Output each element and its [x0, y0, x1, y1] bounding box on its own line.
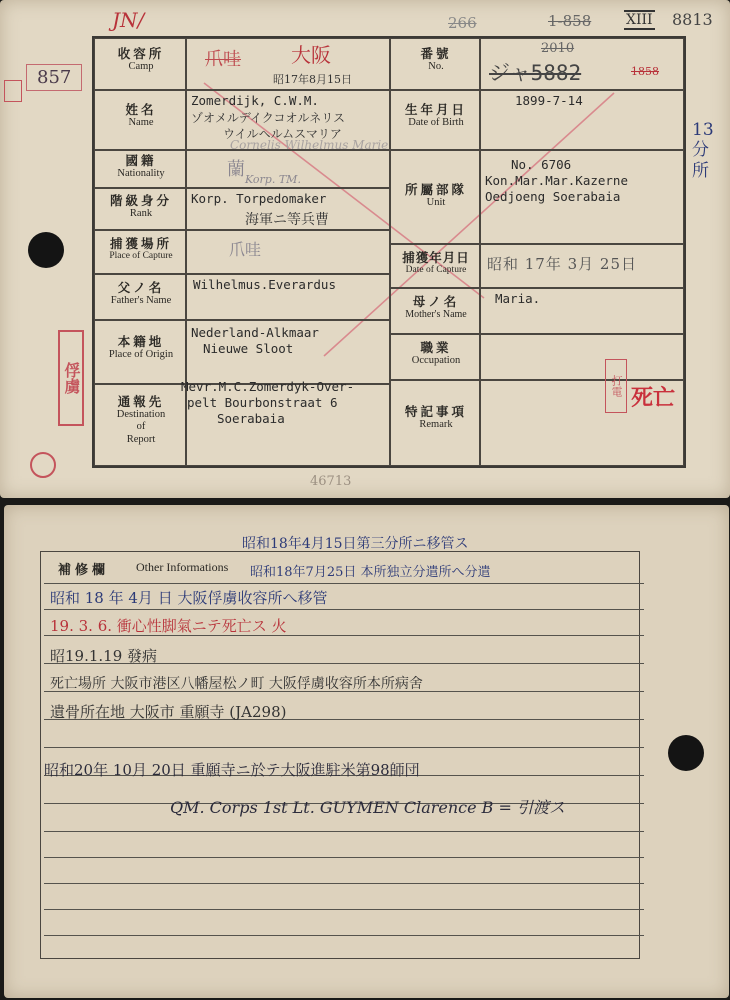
number-label-en: No.	[428, 61, 444, 73]
father-label-cell	[94, 274, 186, 320]
origin-label-en: Place of Origin	[108, 349, 174, 361]
dob-value-cell	[480, 90, 684, 150]
date-capture-value-cell	[480, 244, 684, 288]
rule-line	[44, 831, 644, 832]
occupation-label-en: Occupation	[411, 355, 461, 367]
unit-label-ja: 所屬部隊	[404, 182, 467, 197]
number-struck-1: 2010	[541, 41, 575, 56]
other-info-label-en: Other Informations	[136, 560, 229, 574]
info-entry-4: 昭19.1.19 發病	[50, 647, 158, 665]
dob-value: 1899-7-14	[515, 93, 583, 108]
name-katakana-1: ゾオメルデイクコオルネリス	[191, 111, 345, 125]
name-label-cell	[94, 90, 186, 150]
date-capture-label-en: Date of Capture	[405, 265, 467, 276]
unit-value-2: Kon.Mar.Mar.Kazerne	[485, 173, 628, 188]
rule-line	[44, 857, 644, 858]
name-label-en: Name	[128, 117, 154, 129]
other-info-label-ja: 補修欄	[58, 563, 110, 578]
other-info-box	[40, 551, 640, 959]
rule-line	[44, 883, 644, 884]
place-capture-label-ja: 捕獲場所	[109, 236, 172, 251]
date-capture-value: 昭和 17年 3月 25日	[487, 255, 638, 273]
remark-label-ja: 特記事項	[404, 404, 467, 419]
name-value: Zomerdijk, C.W.M.	[191, 93, 319, 108]
death-stamp: 死亡	[630, 385, 675, 411]
father-value-cell	[186, 274, 390, 320]
rule-line	[44, 935, 644, 936]
dob-label-cell	[390, 90, 480, 150]
rule-line	[44, 747, 644, 748]
place-capture-label-en: Place of Capture	[109, 251, 173, 262]
number-value-cell	[480, 38, 684, 90]
name-label-ja: 姓名	[125, 102, 157, 117]
destination-label-cell	[94, 384, 186, 466]
occupation-value-cell	[480, 334, 684, 380]
unit-label-en: Unit	[426, 197, 446, 209]
camp-value-cell	[186, 38, 390, 90]
rule-line	[44, 583, 644, 584]
code-number-top-right: 1-858	[548, 12, 592, 30]
place-capture-label-cell	[94, 230, 186, 274]
place-capture-value: 爪哇	[229, 240, 262, 259]
unit-value-3: Oedjoeng Soerabaia	[485, 189, 621, 204]
pow-record-card-front	[0, 0, 730, 498]
camp-label-en: Camp	[128, 61, 154, 73]
branch-camp-mark: 13 分所	[692, 120, 714, 181]
mother-label-ja: 母ノ名	[412, 294, 460, 309]
mother-value: Maria.	[495, 291, 541, 306]
rank-label-ja: 階級身分	[109, 193, 172, 208]
father-label-ja: 父ノ名	[117, 280, 165, 295]
punch-hole-left	[28, 232, 64, 268]
mother-value-cell	[480, 288, 684, 334]
destination-label-en-2: of	[136, 421, 146, 433]
nationality-label-ja: 國籍	[125, 153, 157, 168]
rule-line	[44, 909, 644, 910]
nationality-value: 蘭	[227, 159, 245, 180]
rank-label-en: Rank	[129, 208, 153, 220]
origin-label-cell	[94, 320, 186, 384]
roman-numeral-mark: XIII	[626, 12, 653, 28]
origin-value-2: Nieuwe Sloot	[203, 341, 294, 356]
rank-value-ja: 海軍ニ等兵曹	[245, 212, 329, 228]
rank-value-cell	[186, 188, 390, 230]
record-grid	[92, 36, 686, 468]
number-struck-2: ジャ5882	[489, 61, 582, 85]
info-entry-3: 19. 3. 6. 衝心性脚氣ニテ死亡ス 火	[50, 617, 287, 635]
dob-label-en: Date of Birth	[408, 117, 464, 129]
camp-label-cell	[94, 38, 186, 90]
unit-value-cell	[480, 150, 684, 244]
number-label-ja: 番號	[420, 46, 452, 61]
info-entry-5: 死亡場所 大阪市港区八幡屋松ノ町 大阪俘虜收容所本所病舍	[50, 676, 423, 692]
destination-value-2: pelt Bourbonstraat 6	[187, 395, 338, 410]
nationality-faint: Korp. TM.	[245, 173, 301, 186]
corner-mark-top-left: JN/	[112, 8, 145, 32]
faint-number-bottom: 46713	[310, 474, 352, 489]
camp-value: 大阪	[291, 43, 331, 67]
dob-label-ja: 生年月日	[404, 102, 467, 117]
rank-value: Korp. Torpedomaker	[191, 191, 327, 206]
origin-value-1: Nederland-Alkmaar	[191, 325, 319, 340]
occupation-label-cell	[390, 334, 480, 380]
info-entry-1: 昭和18年7月25日 本所独立分遣所へ分遣	[250, 565, 491, 580]
info-entry-8: QM. Corps 1st Lt. GUYMEN Clarence B = 引渡ス	[170, 798, 566, 817]
rule-line	[44, 609, 644, 610]
rank-label-cell	[94, 188, 186, 230]
father-label-en: Father's Name	[110, 295, 172, 307]
destination-value-cell	[181, 379, 390, 466]
number-label-cell	[390, 38, 480, 90]
remark-label-en: Remark	[419, 419, 453, 431]
origin-label-ja: 本籍地	[117, 334, 165, 349]
destination-label-ja: 通報先	[117, 394, 165, 409]
nationality-label-cell	[94, 150, 186, 188]
remark-value-cell	[480, 375, 684, 466]
nationality-value-cell	[186, 150, 390, 188]
date-capture-label-ja: 捕獲年月日	[402, 250, 470, 265]
camp-date: 昭17年8月15日	[273, 73, 352, 86]
father-value: Wilhelmus.Everardus	[193, 277, 336, 292]
destination-value-1: Mevr.M.C.Zomerdyk-Over-	[181, 379, 355, 394]
info-entry-6: 遺骨所在地 大阪市 重願寺 (JA298)	[50, 703, 287, 721]
destination-label-en-1: Destination	[116, 409, 166, 421]
camp-label-ja: 收容所	[117, 46, 165, 61]
struck-number-top: 266	[448, 14, 477, 32]
origin-value-cell	[186, 320, 390, 384]
place-capture-value-cell	[186, 230, 390, 274]
round-seal	[30, 452, 56, 478]
camp-value-struck: 爪哇	[205, 49, 241, 70]
pow-record-card-back	[4, 505, 729, 998]
unit-value-1: No. 6706	[511, 157, 572, 172]
transfer-header-note: 昭和18年4月15日第三分所ニ移管ス	[242, 536, 469, 552]
telegram-stamp: 打電	[605, 359, 627, 413]
number-top-right: 8813	[672, 10, 713, 29]
info-entry-2: 昭和 18 年 4月 日 大阪俘虜收容所へ移管	[50, 589, 328, 607]
destination-value-3: Soerabaia	[217, 411, 285, 426]
record-number-box: 857	[26, 64, 82, 91]
remark-label-cell	[390, 380, 480, 466]
punch-hole-right	[668, 735, 704, 771]
occupation-label-ja: 職業	[420, 340, 452, 355]
name-katakana-2: ウイルヘルムスマリア	[223, 127, 342, 141]
unit-label-cell	[390, 150, 480, 244]
mother-label-cell	[390, 288, 480, 334]
name-faint-cursive: Cornelis Wilhelmus Marie	[230, 138, 389, 152]
info-entry-7: 昭和20年 10月 20日 重願寺ニ於テ大阪進駐米第98師団	[44, 761, 420, 779]
mother-label-en: Mother's Name	[405, 309, 467, 321]
destination-label-en-3: Report	[126, 433, 156, 445]
number-struck-3: 1858	[631, 65, 659, 78]
pow-side-stamp: 俘虜	[58, 330, 84, 426]
date-capture-label-cell	[390, 244, 480, 288]
edge-seal	[4, 80, 22, 102]
nationality-label-en: Nationality	[117, 168, 165, 180]
